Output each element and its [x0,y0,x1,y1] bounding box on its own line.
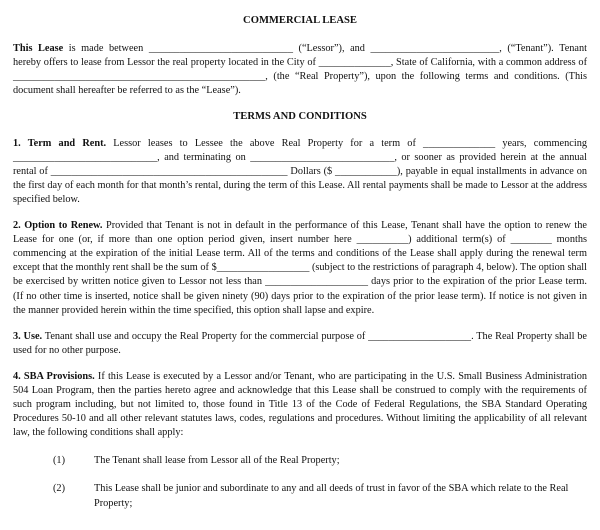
section-term-and-rent [13,137,587,207]
section-body: If this Lease is executed by a Lessor and/or Tenant, who are participating in the U.S. Small Business Administration 504 Loan Program, then the parties hereto agree and acknowledge that this Lease shall be construed to comply with the requirements of such program including, but not limited to, those found in Title 13 of the Code of Federal Regulations, the SBA Standard Operating Procedures 50-10 and all other relevant statutes laws, codes, regulations and procedures. Without limiting the applicability of all relevant law, the following conditions shall apply: [13,370,587,439]
list-item [13,482,587,510]
terms-heading: TERMS AND CONDITIONS [233,111,367,123]
section-sba-provisions [13,370,587,440]
section-body: Lessor leases to Lessee the above Real Property for a term of ______________ years, commencing ____________________________, and terminating on ____________________________, or sooner as provided herein at the annual rental of ______________________________________________ Dollars ($ ____________), payable in equal installments in advance on the first day of each month for that month’s rental, during the term of this Lease. All rental payments shall be made to Lessor at the address specified below. [13,137,587,205]
section-body: Provided that Tenant is not in default in the performance of this Lease, Tenant shall have the option to renew the Lease for one (or, if more than one option period given, insert number here __________) additional term(s) of ________ months commencing at the expiration of the initial Lease term. All of the terms and conditions of the Lease shall apply during the renewal term except that the monthly rent shall be the sum of $__________________ (subject to the restrictions of paragraph 4, below). The option shall be exercised by written notice given to Lessor not less than ____________________ days prior to the expiration of the prior Lease term. (If no other time is inserted, notice shall be given ninety (90) days prior to the expiration of the prior lease term). If notice is not given in the manner provided herein within the time specified, this option shall lapse and expire. [13,220,587,316]
list-item-text: This Lease shall be junior and subordinate to any and all deeds of trust in favor of the SBA which relate to the Real Property; [94,483,569,509]
list-item-text: The Tenant shall lease from Lessor all of the Real Property; [94,455,340,467]
section-heading: 2. Option to Renew. [13,220,103,232]
section-option-to-renew [13,219,587,318]
intro-lead: This Lease [13,43,64,55]
section-heading: 1. Term and Rent. [13,137,107,149]
intro-paragraph [13,42,587,98]
section-heading: 4. SBA Provisions. [13,370,95,382]
section-body: Tenant shall use and occupy the Real Property for the commercial purpose of ____________________. The Real Property shall be used for no other purpose. [13,330,587,356]
section-use [13,330,587,358]
intro-body: is made between ____________________________ (“Lessor”), and _________________________, (“Tenant”). Tenant hereby offers to lease from Lessor the real property located in the City of ______________, State of California, with a common address of _________________________________________________, (the “Real Property”), upon the following terms and conditions. (This document shall hereafter be referred to as the “Lease”). [13,43,587,97]
sba-conditions-list [13,454,587,510]
list-item [13,454,587,468]
list-item-number: (2) [53,483,66,495]
document-title: COMMERCIAL LEASE [243,15,357,26]
list-item-number: (1) [53,455,66,467]
section-heading: 3. Use. [13,330,43,342]
